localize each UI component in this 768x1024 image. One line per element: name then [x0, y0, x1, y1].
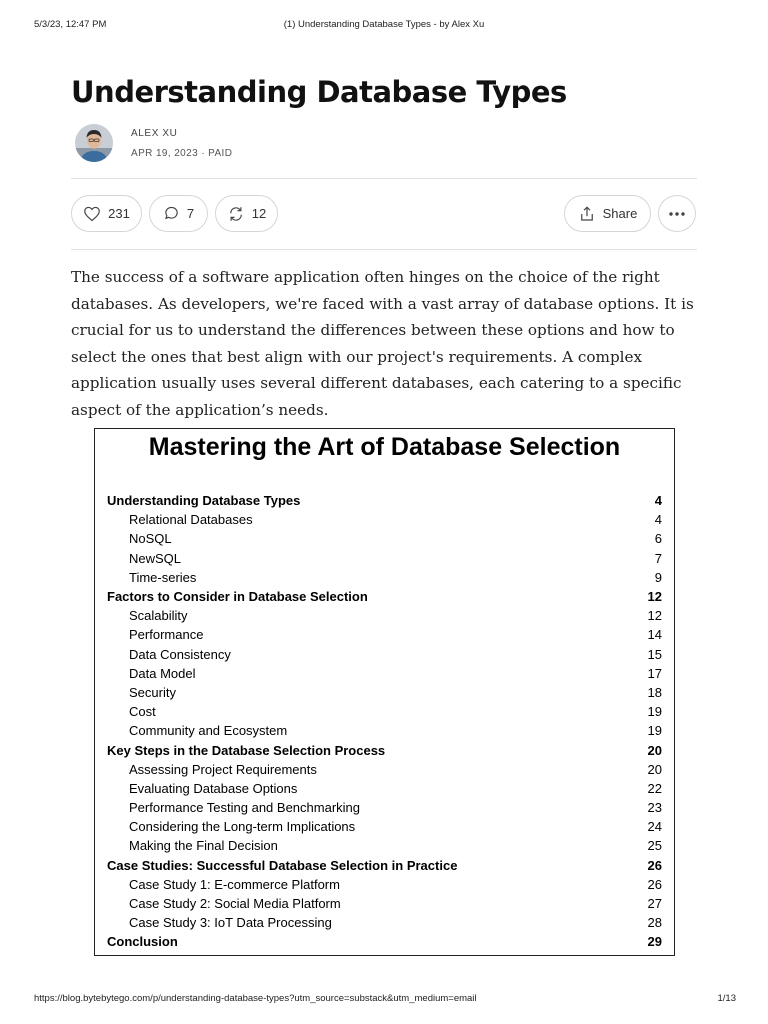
divider-top [71, 178, 697, 179]
toc-heading: Mastering the Art of Database Selection [148, 433, 621, 461]
toc-entry-label: Case Study 2: Social Media Platform [129, 896, 341, 912]
toc-entry-page: 29 [647, 934, 662, 950]
toc-entry-label: Understanding Database Types [107, 493, 301, 509]
toc-entry-label: Relational Databases [129, 512, 253, 528]
more-icon [668, 211, 686, 217]
toc-entry-label: Case Study 1: E-commerce Platform [129, 876, 340, 892]
toc-entry-page: 26 [647, 857, 662, 873]
toc-entry-label: Security [129, 684, 176, 700]
toc-entry [107, 836, 662, 855]
toc-entry-page: 26 [647, 876, 662, 892]
print-footer [0, 990, 768, 1010]
toc-entry [107, 510, 662, 529]
toc-entry-page: 20 [647, 761, 662, 777]
toc-entry-label: NewSQL [129, 550, 182, 566]
toc-entry [107, 817, 662, 836]
toc-entry-label: Key Steps in the Database Selection Process [107, 742, 386, 758]
page-indicator: 1/13 [717, 993, 736, 1004]
article-title: Understanding Database Types [71, 75, 567, 109]
post-meta: APR 19, 2023 · PAID [131, 148, 233, 159]
author-name[interactable]: ALEX XU [131, 128, 178, 139]
toc-entry-page: 22 [647, 780, 662, 796]
toc-entry-page: 27 [647, 896, 662, 912]
toc-entry-label: Cost [129, 704, 156, 720]
divider-bottom [71, 249, 697, 250]
heart-icon [83, 206, 101, 222]
print-url: https://blog.bytebytego.com/p/understanding-database-types?utm_source=substack&utm_medium=email [34, 993, 477, 1004]
toc-entry-label: Case Study 3: IoT Data Processing [129, 915, 332, 931]
like-button[interactable] [71, 195, 142, 232]
toc-entry [107, 568, 662, 587]
share-icon [578, 205, 596, 223]
toc-entry-label: Performance [129, 627, 204, 643]
toc-entry-page: 24 [647, 819, 662, 835]
toc-entry-label: Community and Ecosystem [129, 723, 288, 739]
intro-paragraph: The success of a software application often hinges on the choice of the right databases. As developers, we're faced with a vast array of database options. It is crucial for us to understand the differences between these options and how to select the ones that best align with our project's requirements. A complex application usually uses several different databases, each catering to a specific aspect of the application’s needs. [71, 268, 694, 419]
comment-count: 7 [186, 206, 195, 221]
toc-entry [107, 529, 662, 548]
toc-entry [107, 664, 662, 683]
toc-entry-label: Scalability [129, 608, 188, 624]
toc-entry [107, 856, 662, 875]
toc-entry [107, 491, 662, 510]
toc-entry [107, 740, 662, 759]
like-count: 231 [108, 206, 130, 221]
toc-entry-page: 4 [654, 493, 662, 509]
toc-entry-page: 19 [647, 723, 662, 739]
comment-icon [163, 205, 180, 222]
print-header [0, 0, 768, 30]
toc-list [107, 491, 662, 952]
toc-entry-page: 7 [654, 550, 662, 566]
toc-entry-page: 9 [654, 569, 662, 585]
toc-entry-label: Assessing Project Requirements [129, 761, 317, 777]
toc-entry-page: 4 [654, 512, 662, 528]
toc-entry-page: 17 [647, 665, 662, 681]
toc-entry-page: 12 [647, 608, 662, 624]
toc-entry-page: 19 [647, 704, 662, 720]
toc-entry [107, 760, 662, 779]
share-label: Share [602, 206, 638, 221]
author-avatar[interactable] [75, 124, 113, 162]
restack-count: 12 [251, 206, 267, 221]
toc-entry [107, 645, 662, 664]
author-avatar-photo [75, 124, 113, 162]
toc-entry-label: Data Consistency [129, 646, 231, 662]
toc-entry [107, 913, 662, 932]
toc-entry [107, 625, 662, 644]
toc-entry-page: 18 [647, 684, 662, 700]
toc-entry-label: Making the Final Decision [129, 838, 278, 854]
toc-entry-label: Time-series [129, 569, 197, 585]
toc-entry-label: Considering the Long-term Implications [129, 819, 356, 835]
toc-entry-page: 15 [647, 646, 662, 662]
share-button[interactable] [564, 195, 651, 232]
toc-entry [107, 779, 662, 798]
toc-entry-label: NoSQL [129, 531, 172, 547]
toc-figure [94, 428, 675, 956]
toc-entry [107, 932, 662, 951]
toc-entry-page: 28 [647, 915, 662, 931]
toc-entry-page: 25 [647, 838, 662, 854]
toc-entry-label: Factors to Consider in Database Selection [107, 589, 368, 605]
toc-entry-page: 12 [647, 589, 662, 605]
toc-entry-page: 6 [654, 531, 662, 547]
toc-entry [107, 587, 662, 606]
toc-entry [107, 894, 662, 913]
print-document-title: (1) Understanding Database Types - by Alex Xu [283, 19, 485, 30]
restack-button[interactable] [215, 195, 278, 232]
toc-entry [107, 875, 662, 894]
toc-entry [107, 702, 662, 721]
toc-entry [107, 721, 662, 740]
more-options-button[interactable] [658, 195, 696, 232]
toc-entry [107, 549, 662, 568]
print-date: 5/3/23, 12:47 PM [34, 19, 107, 30]
toc-entry-label: Conclusion [107, 934, 178, 950]
toc-entry-label: Evaluating Database Options [129, 780, 298, 796]
toc-entry-label: Performance Testing and Benchmarking [129, 800, 360, 816]
comment-button[interactable] [149, 195, 208, 232]
toc-entry-page: 20 [647, 742, 662, 758]
toc-entry [107, 798, 662, 817]
restack-icon [227, 205, 245, 223]
toc-entry [107, 606, 662, 625]
toc-entry-label: Data Model [129, 665, 196, 681]
toc-entry-label: Case Studies: Successful Database Selection in Practice [107, 857, 458, 873]
toc-entry [107, 683, 662, 702]
toc-entry-page: 14 [647, 627, 662, 643]
toc-entry-page: 23 [647, 800, 662, 816]
